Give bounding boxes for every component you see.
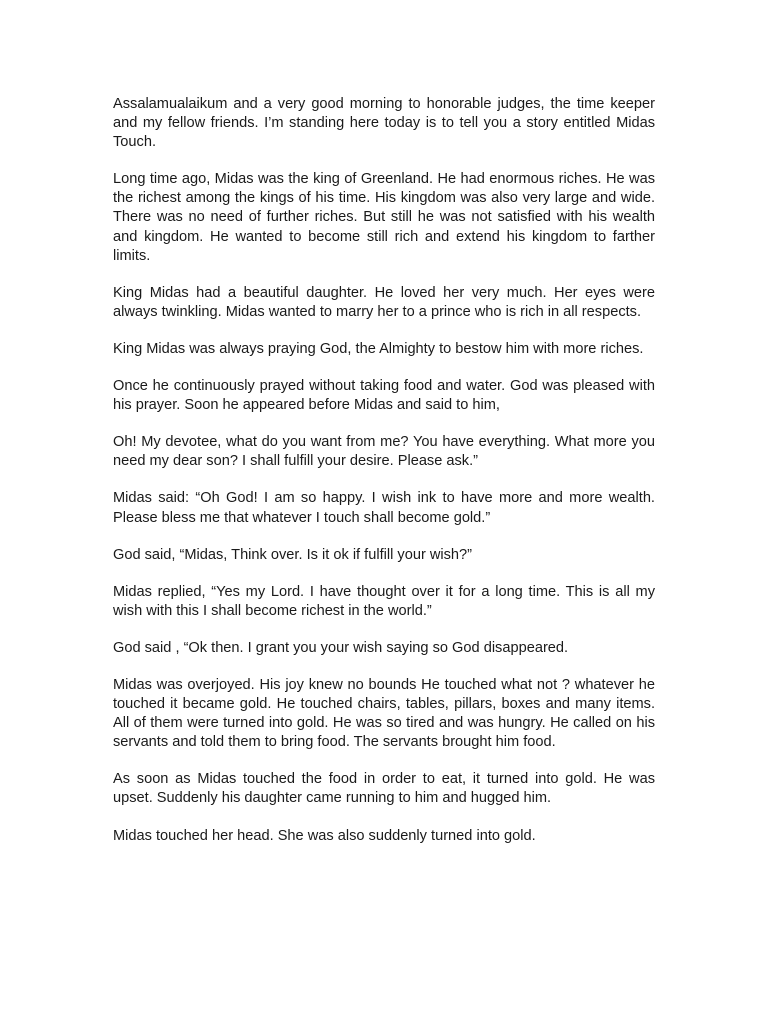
paragraph-midas-replied: Midas replied, “Yes my Lord. I have thought over it for a long time. This is all my wish with this I shall become richest in the world.”: [113, 583, 655, 619]
paragraph-continuous-prayer: Once he continuously prayed without taking food and water. God was pleased with his prayer. Soon he appeared before Midas and said to him,: [113, 378, 655, 414]
paragraph-daughter: King Midas had a beautiful daughter. He loved her very much. Her eyes were always twinkling. Midas wanted to marry her to a prince who is rich in all respects.: [113, 284, 655, 320]
paragraph-god-think-over: God said, “Midas, Think over. Is it ok if fulfill your wish?”: [113, 546, 473, 563]
paragraph-god-asks: Oh! My devotee, what do you want from me? You have everything. What more you need my dear son? I shall fulfill your desire. Please ask.”: [113, 434, 655, 470]
paragraph-praying: King Midas was always praying God, the Almighty to bestow him with more riches.: [113, 340, 644, 357]
paragraph-king-midas-riches: Long time ago, Midas was the king of Greenland. He had enormous riches. He was the richest among the kings of his time. His kingdom was also very large and wide. There was no need of further riches. But still he was not satisfied with his wealth and kingdom. He wanted to become still rich and extend his kingdom to farther limits.: [113, 171, 655, 264]
paragraph-midas-wish: Midas said: “Oh God! I am so happy. I wish ink to have more and more wealth. Please bless me that whatever I touch shall become gold.”: [113, 490, 655, 526]
paragraph-god-grants: God said , “Ok then. I grant you your wish saying so God disappeared.: [113, 639, 569, 656]
paragraph-overjoyed: Midas was overjoyed. His joy knew no bounds He touched what not ? whatever he touched it became gold. He touched chairs, tables, pillars, boxes and many items. All of them were turned into gold. He was so tired and was hungry. He called on his servants and told them to bring food. The servants brought him food.: [113, 676, 655, 751]
paragraph-food-to-gold: As soon as Midas touched the food in order to eat, it turned into gold. He was upset. Suddenly his daughter came running to him and hugged him.: [113, 771, 655, 807]
paragraph-daughter-to-gold: Midas touched her head. She was also suddenly turned into gold.: [113, 827, 536, 844]
paragraph-greeting: Assalamualaikum and a very good morning to honorable judges, the time keeper and my fellow friends. I’m standing here today is to tell you a story entitled Midas Touch.: [113, 96, 655, 151]
